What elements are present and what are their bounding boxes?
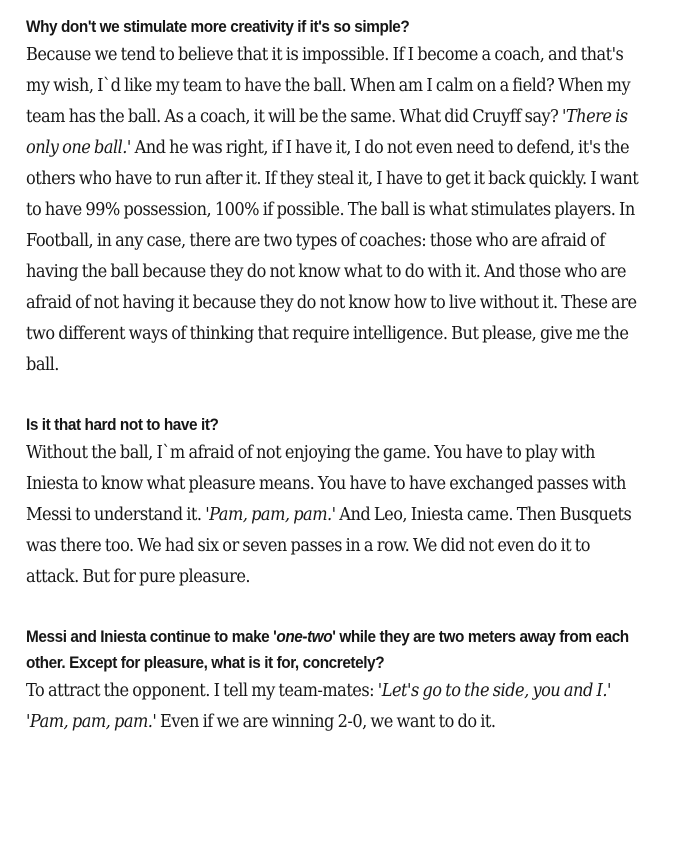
quote-text: 'Pam, pam, pam.' — [26, 712, 157, 732]
quote-text: 'Let's go to the side, you and I.' — [377, 681, 611, 701]
answer-text: To attract the opponent. I tell my team-mates: — [26, 681, 378, 701]
qa-block-2 — [26, 412, 638, 593]
answer-text: And Leo, Iniesta came. Then Busquets was there too. We had six or seven passes in a row. We did not even do it to attack. But for pure pleasure. — [26, 505, 632, 587]
quote-text: 'There is only one ball.' — [26, 107, 628, 158]
interview-article — [26, 14, 638, 738]
qa-block-3 — [26, 624, 638, 738]
qa-block-1 — [26, 14, 638, 381]
block-spacer — [26, 593, 638, 624]
interview-question: Why don't we stimulate more creativity if it's so simple? — [26, 18, 410, 36]
answer-text: Because we tend to believe that it is impossible. If I become a coach, and that's my wish, I`d like my team to have the ball. When am I calm on a field? When my team has the ball. As a coach, it will be the same. What did Cruyff say? — [26, 45, 631, 127]
block-spacer — [26, 381, 638, 412]
answer-text: And he was right, if I have it, I do not even need to defend, it's the others who have to run after it. If they steal it, I have to get it back quickly. I want to have 99% possession, 100% if possible. The ball is what stimulates players. In Football, in any case, there are two types of coaches: those who are afraid of having the ball because they do not know what to do with it. And those who are afraid of not having it because they do not know how to live without it. These are two different ways of thinking that require intelligence. But please, give me the ball. — [26, 138, 639, 375]
question-text: Messi and Iniesta continue to make ' — [26, 628, 277, 646]
answer-text: Even if we are winning 2-0, we want to do it. — [156, 712, 496, 732]
question-term: one-two — [276, 628, 333, 646]
answer-text: Without the ball, I`m afraid of not enjoying the game. You have to play with Iniesta to know what pleasure means. You have to have exchanged passes with Messi to understand it. — [26, 443, 626, 525]
interview-answer — [26, 438, 640, 593]
question-text: ' while they are two meters away from each other. Except for pleasure, what is it for, concretely? — [26, 628, 629, 672]
quote-text: 'Pam, pam, pam.' — [205, 505, 336, 525]
interview-question: Is it that hard not to have it? — [26, 416, 219, 434]
interview-answer — [26, 676, 640, 738]
interview-answer — [26, 40, 640, 381]
interview-question — [26, 624, 640, 676]
